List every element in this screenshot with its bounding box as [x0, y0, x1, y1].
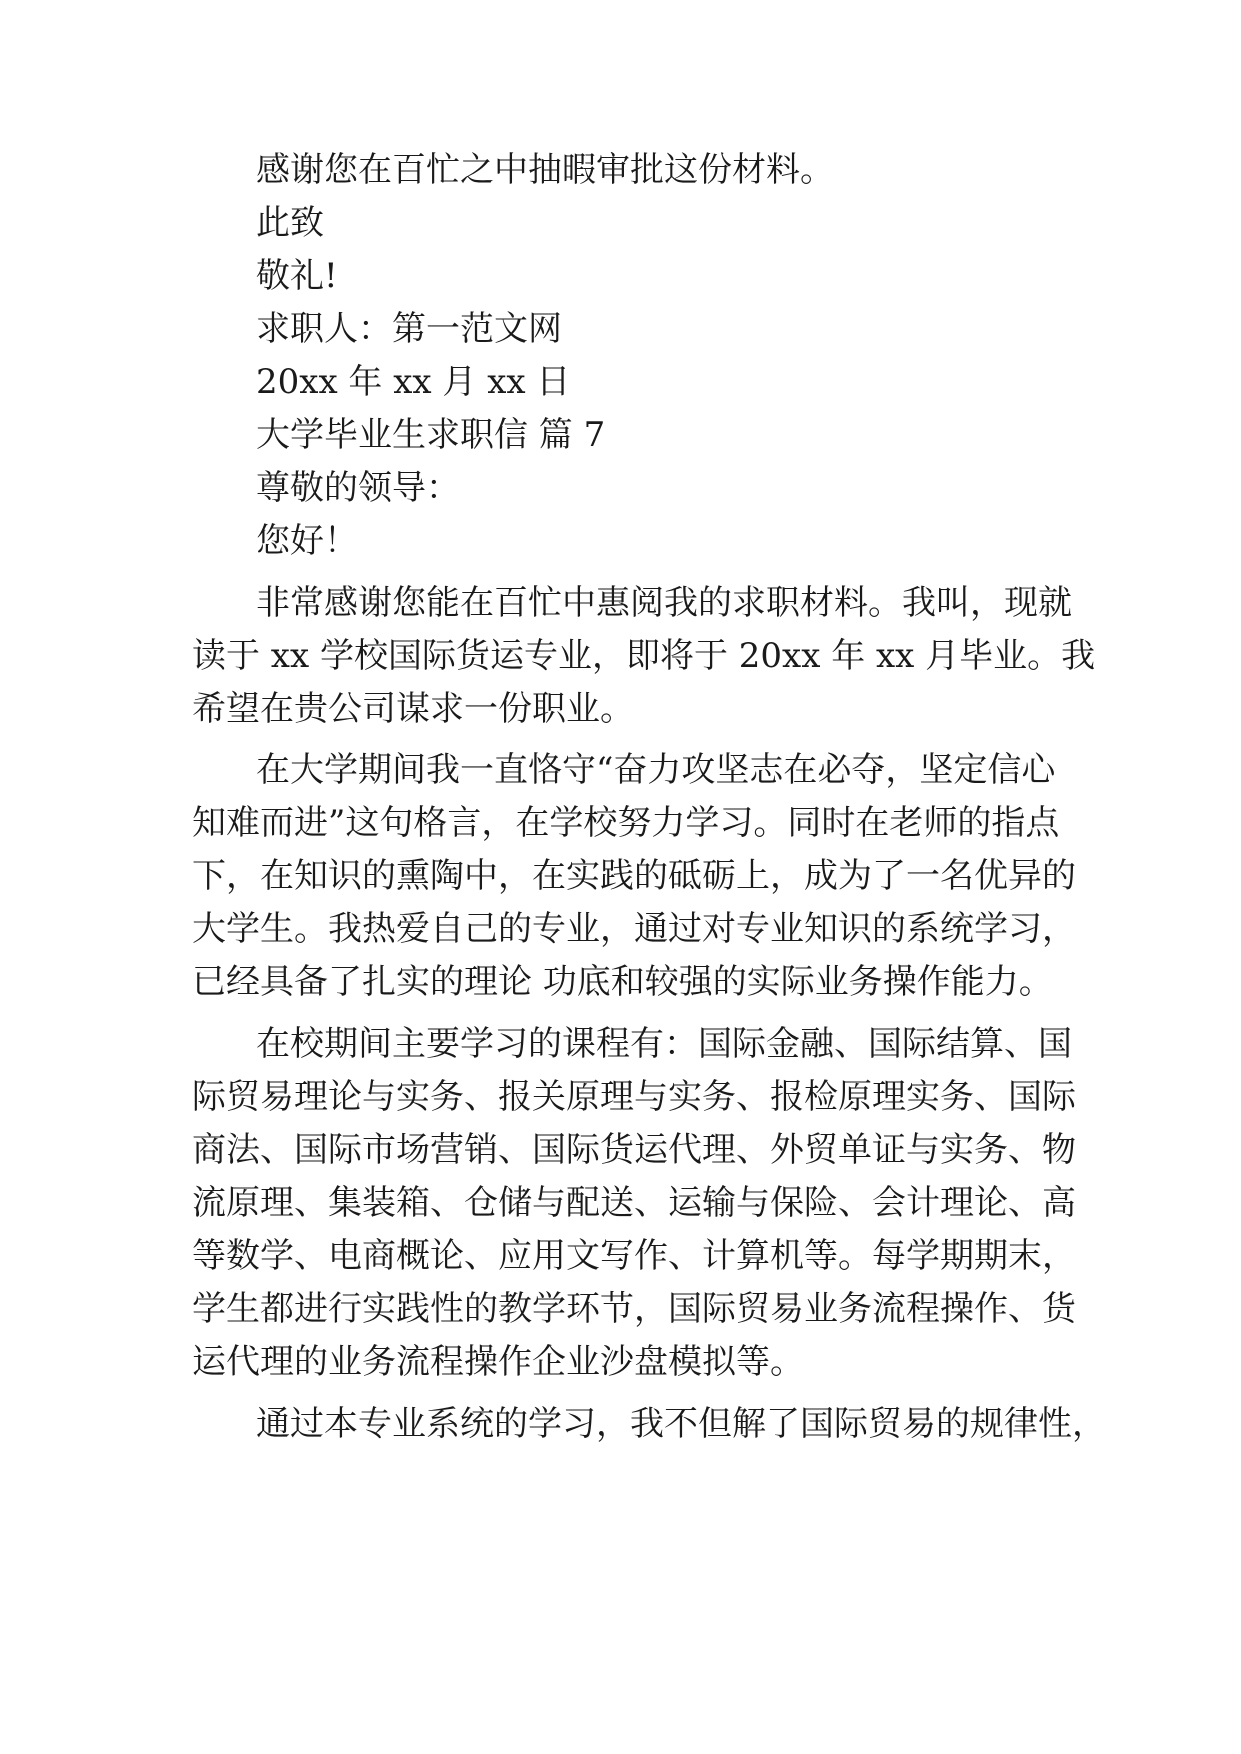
text-line: 际贸易理论与实务、报关原理与实务、报检原理实务、国际 [192, 1077, 1076, 1117]
text-line: 等数学、电商概论、应用文写作、计算机等。每学期期末， [192, 1236, 1076, 1276]
text-line: 在校期间主要学习的课程有：国际金融、国际结算、国 [256, 1024, 1072, 1064]
text-line: 读于 xx 学校国际货运专业，即将于 20xx 年 xx 月毕业。我 [192, 636, 1096, 676]
greeting: 您好！ [256, 521, 358, 561]
text-line: 流原理、集装箱、仓储与配送、运输与保险、会计理论、高 [192, 1183, 1076, 1223]
text-line: 运代理的业务流程操作企业沙盘模拟等。 [192, 1342, 804, 1382]
text-line: 通过本专业系统的学习，我不但解了国际贸易的规律性， [256, 1404, 1106, 1444]
text-line: 希望在贵公司谋求一份职业。 [192, 689, 634, 729]
salutation: 尊敬的领导： [256, 468, 460, 508]
text-line: 非常感谢您能在百忙中惠阅我的求职材料。我叫，现就 [256, 583, 1072, 623]
text-line: 求职人：第一范文网 [256, 309, 562, 349]
text-line: 学生都进行实践性的教学环节，国际贸易业务流程操作、货 [192, 1289, 1076, 1329]
text-line: 在大学期间我一直恪守“奋力攻坚志在必夺，坚定信心 [256, 750, 1056, 790]
text-line: 已经具备了扎实的理论 功底和较强的实际业务操作能力。 [192, 962, 1053, 1002]
text-line: 商法、国际市场营销、国际货运代理、外贸单证与实务、物 [192, 1130, 1076, 1170]
section-heading: 大学毕业生求职信 篇 7 [256, 415, 606, 455]
text-line: 下，在知识的熏陶中，在实践的砥砺上，成为了一名优异的 [192, 856, 1076, 896]
text-line: 敬礼! [256, 256, 338, 296]
text-line: 感谢您在百忙之中抽暇审批这份材料。 [256, 150, 834, 190]
text-line: 此致 [256, 203, 324, 243]
text-line: 20xx 年 xx 月 xx 日 [256, 362, 571, 402]
text-line: 知难而进”这句格言，在学校努力学习。同时在老师的指点 [192, 803, 1060, 843]
text-line: 大学生。我热爱自己的专业，通过对专业知识的系统学习， [192, 909, 1076, 949]
